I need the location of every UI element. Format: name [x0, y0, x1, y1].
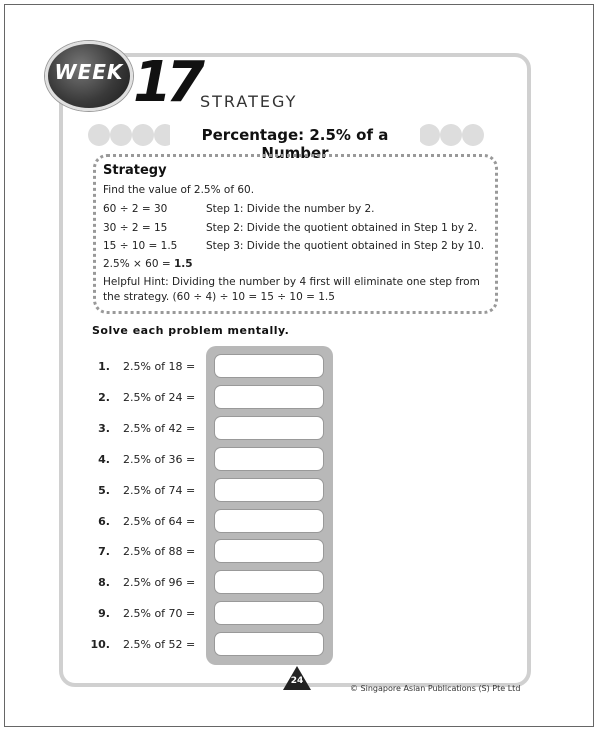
- section-title: STRATEGY: [200, 92, 298, 111]
- answer-box-7[interactable]: [214, 539, 324, 563]
- problem-text: 2.5% of 24 =: [123, 391, 196, 404]
- hint-line-1: Helpful Hint: Dividing the number by 4 first will eliminate one step from: [103, 276, 480, 288]
- problem-number: 7.: [98, 545, 110, 558]
- problem-number: 3.: [98, 422, 110, 435]
- problem-text: 2.5% of 52 =: [123, 638, 196, 651]
- step-desc: Step 1: Divide the number by 2.: [206, 203, 375, 215]
- problem-number: 4.: [98, 453, 110, 466]
- strategy-box: [93, 154, 498, 314]
- copyright: © Singapore Asian Publications (S) Pte Ltd: [350, 684, 521, 693]
- week-label: WEEK: [54, 60, 124, 84]
- problem-number: 5.: [98, 484, 110, 497]
- page-title: Percentage: 2.5% of a Number: [201, 126, 389, 162]
- answer-box-6[interactable]: [214, 509, 324, 533]
- step-calc: 60 ÷ 2 = 30: [103, 203, 168, 215]
- answer-box-4[interactable]: [214, 447, 324, 471]
- answer-box-3[interactable]: [214, 416, 324, 440]
- problem-number: 2.: [98, 391, 110, 404]
- problem-text: 2.5% of 36 =: [123, 453, 196, 466]
- week-number: 17: [133, 50, 199, 115]
- step-calc: 30 ÷ 2 = 15: [103, 222, 168, 234]
- step-desc: Step 2: Divide the quotient obtained in Step 1 by 2.: [206, 222, 478, 234]
- problem-text: 2.5% of 88 =: [123, 545, 196, 558]
- strategy-result: [103, 258, 193, 270]
- problem-text: 2.5% of 70 =: [123, 607, 196, 620]
- page-number: 24: [290, 676, 304, 686]
- result-prefix: 2.5% × 60 =: [103, 258, 174, 270]
- problem-text: 2.5% of 64 =: [123, 515, 196, 528]
- answer-column: [206, 346, 333, 665]
- problem-number: 8.: [98, 576, 110, 589]
- problem-text: 2.5% of 42 =: [123, 422, 196, 435]
- step-calc: 15 ÷ 10 = 1.5: [103, 240, 178, 252]
- hint-line-2: the strategy. (60 ÷ 4) ÷ 10 = 15 ÷ 10 = 1.5: [103, 291, 335, 303]
- answer-box-8[interactable]: [214, 570, 324, 594]
- problem-number: 9.: [98, 607, 110, 620]
- step-desc: Step 3: Divide the quotient obtained in Step 2 by 10.: [206, 240, 485, 252]
- answer-box-2[interactable]: [214, 385, 324, 409]
- problem-text: 2.5% of 18 =: [123, 360, 196, 373]
- problem-number: 6.: [98, 515, 110, 528]
- instruction: Solve each problem mentally.: [92, 324, 290, 337]
- strategy-intro: Find the value of 2.5% of 60.: [103, 184, 255, 196]
- answer-box-10[interactable]: [214, 632, 324, 656]
- answer-box-9[interactable]: [214, 601, 324, 625]
- problem-text: 2.5% of 74 =: [123, 484, 196, 497]
- problem-number: 1.: [98, 360, 110, 373]
- problem-text: 2.5% of 96 =: [123, 576, 196, 589]
- strategy-heading: Strategy: [103, 163, 167, 178]
- problem-number: 10.: [90, 638, 110, 651]
- result-value: 1.5: [173, 258, 193, 270]
- answer-box-5[interactable]: [214, 478, 324, 502]
- answer-box-1[interactable]: [214, 354, 324, 378]
